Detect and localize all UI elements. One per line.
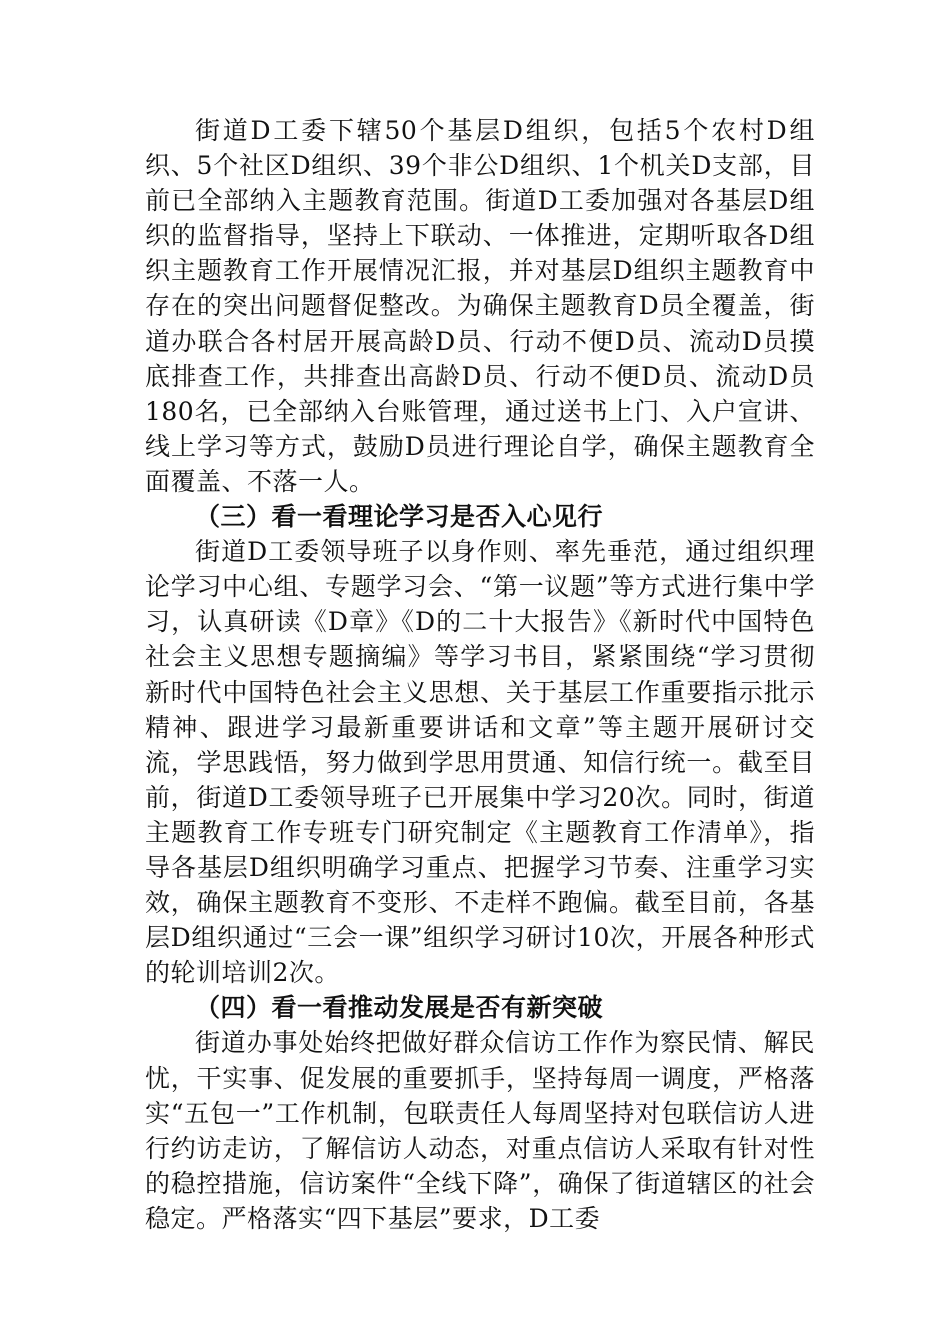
paragraph-party-organizations: 街道D工委下辖50个基层D组织，包括5个农村D组织、5个社区D组织、39个非公D组织、1个机关D支部，目前已全部纳入主题教育范围。街道D工委加强对各基层D组织的监督指导，坚持上下联动、一体推进，定期听取各D组织主题教育工作开展情况汇报，并对基层D组织主题教育中存在的突出问题督促整改。为确保主题教育D员全覆盖，街道办联合各村居开展高龄D员、行动不便D员、流动D员摸底排查工作，共排查出高龄D员、行动不便D员、流动D员180名，已全部纳入台账管理，通过送书上门、入户宣讲、线上学习等方式，鼓励D员进行理论自学，确保主题教育全面覆盖、不落一人。 <box>145 116 815 496</box>
section-heading-development: （四）看一看推动发展是否有新突破 <box>195 993 604 1023</box>
paragraph-petition-work: 街道办事处始终把做好群众信访工作作为察民情、解民忧，干实事、促发展的重要抓手，坚持每周一调度，严格落实“五包一”工作机制，包联责任人每周坚持对包联信访人进行约访走访，了解信访人动态，对重点信访人采取有针对性的稳控措施，信访案件“全线下降”，确保了街道辖区的社会稳定。严格落实“四下基层”要求，D工委 <box>145 1028 815 1233</box>
paragraph-theory-study: 街道D工委领导班子以身作则、率先垂范，通过组织理论学习中心组、专题学习会、“第一议题”等方式进行集中学习，认真研读《D章》《D的二十大报告》《新时代中国特色社会主义思想专题摘编》等学习书目，紧紧围绕“学习贯彻新时代中国特色社会主义思想、关于基层工作重要指示批示精神、跟进学习最新重要讲话和文章”等主题开展研讨交流，学思践悟，努力做到学思用贯通、知信行统一。截至目前，街道D工委领导班子已开展集中学习20次。同时，街道主题教育工作专班专门研究制定《主题教育工作清单》，指导各基层D组织明确学习重点、把握学习节奏、注重学习实效，确保主题教育不变形、不走样不跑偏。截至目前，各基层D组织通过“三会一课”组织学习研讨10次，开展各种形式的轮训培训2次。 <box>145 537 815 988</box>
document-body <box>145 113 815 1236</box>
section-heading-theory-study: （三）看一看理论学习是否入心见行 <box>195 502 604 532</box>
